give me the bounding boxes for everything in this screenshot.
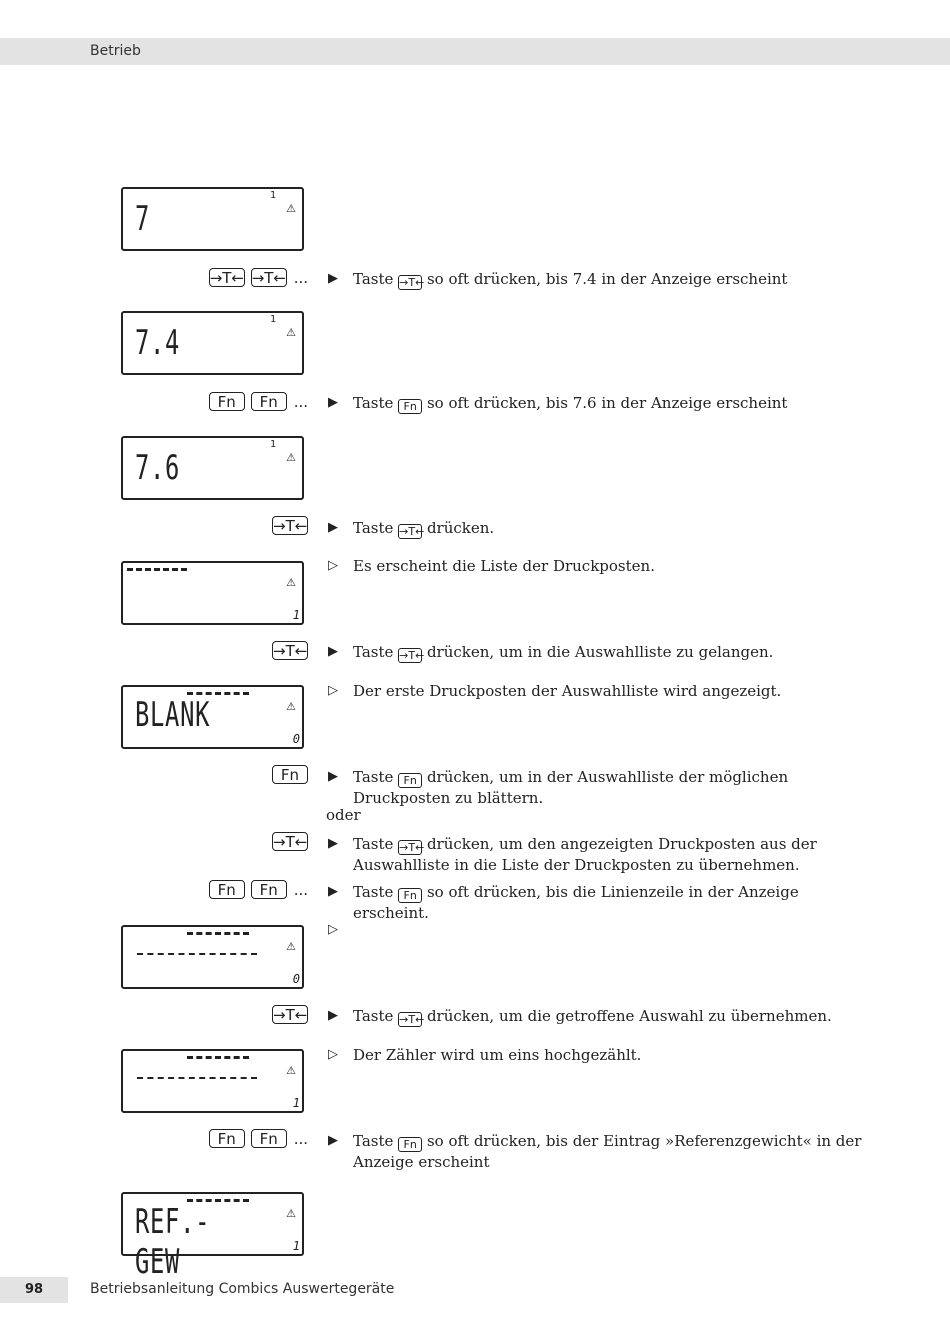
key-sequence-3 — [266, 516, 308, 535]
lcd-main-text: 7.6 — [135, 448, 181, 488]
lcd-display-2: 1 7.4 ⚠ — [121, 311, 304, 375]
lcd-dash-line — [137, 953, 257, 955]
key-sequence-8 — [266, 1005, 308, 1024]
lcd-display-5 — [121, 685, 304, 749]
lcd-display-6 — [121, 925, 304, 989]
fn-key[interactable]: Fn — [251, 880, 287, 899]
step-8: ▶ Taste →T← drücken, um die getroffene Auswahl zu übernehmen. — [328, 1007, 832, 1026]
warning-icon: ⚠ — [286, 1207, 296, 1220]
lcd-counter: 1 — [292, 1096, 300, 1110]
step-5: ▶ Taste Fn drücken, um in der Auswahlliste der möglichen Druckposten zu blättern. — [328, 768, 789, 807]
lcd-main-text: REF.-GEW — [135, 1202, 211, 1282]
fn-key-inline: Fn — [398, 399, 422, 414]
page-number: 98 — [24, 1282, 44, 1297]
step-1: ▶ Taste →T← so oft drücken, bis 7.4 in der Anzeige erscheint — [328, 270, 788, 289]
warning-icon: ⚠ — [286, 940, 296, 953]
lcd-segment-bar — [127, 568, 187, 575]
tare-key[interactable]: →T← — [251, 269, 286, 287]
lcd-counter: 0 — [292, 732, 300, 746]
warning-icon: ⚠ — [286, 451, 296, 464]
step-9: ▶ Taste Fn so oft drücken, bis der Eintrag »Referenzgewicht« in der Anzeige erscheint — [328, 1132, 862, 1171]
fn-key[interactable]: Fn — [209, 880, 245, 899]
step-2: ▶ Taste Fn so oft drücken, bis 7.6 in der Anzeige erscheint — [328, 394, 788, 413]
key-sequence-7: Fn Fn ... — [203, 880, 308, 899]
lcd-main-text: 7.4 — [135, 323, 181, 363]
fn-key[interactable]: Fn — [251, 392, 287, 411]
page-header-title: Betrieb — [90, 43, 141, 59]
fn-key[interactable]: Fn — [272, 765, 308, 784]
footer-doc-title: Betriebsanleitung Combics Auswertegeräte — [90, 1281, 395, 1297]
result-3: ▷ Es erscheint die Liste der Druckposten. — [328, 557, 655, 575]
repeat-dots: ... — [293, 268, 308, 287]
action-bullet: ▶ — [328, 271, 338, 286]
lcd-display-4 — [121, 561, 304, 625]
lcd-counter: 1 — [292, 608, 300, 622]
tare-key[interactable]: →T← — [209, 269, 244, 287]
warning-icon: ⚠ — [286, 326, 296, 339]
key-sequence-4 — [266, 641, 308, 660]
tare-key[interactable]: →T← — [273, 517, 308, 535]
warning-icon: ⚠ — [286, 202, 296, 215]
key-sequence-1 — [203, 268, 308, 287]
step-6: ▶ Taste →T← drücken, um den angezeigten Druckposten aus der Auswahlliste in die Liste der Druckposten zu übernehmen. — [328, 835, 817, 874]
oder-text: oder — [326, 806, 361, 824]
key-sequence-2: Fn Fn ... — [203, 392, 308, 411]
result-4: ▷ Der erste Druckposten der Auswahlliste wird angezeigt. — [328, 682, 782, 700]
lcd-segment-bar — [187, 1056, 249, 1063]
step-3: ▶ Taste →T← drücken. — [328, 519, 495, 538]
fn-key[interactable]: Fn — [251, 1129, 287, 1148]
lcd-small-digit: 1 — [269, 190, 276, 201]
lcd-main-text: BLANK — [135, 695, 211, 735]
warning-icon: ⚠ — [286, 576, 296, 589]
fn-key[interactable]: Fn — [209, 1129, 245, 1148]
key-sequence-5 — [266, 765, 308, 784]
tare-key[interactable]: →T← — [273, 1006, 308, 1024]
lcd-counter: 1 — [292, 1239, 300, 1253]
header-bar — [0, 38, 950, 65]
fn-key[interactable]: Fn — [209, 392, 245, 411]
lcd-display-7 — [121, 1049, 304, 1113]
key-sequence-9: Fn Fn ... — [203, 1129, 308, 1148]
step-4: ▶ Taste →T← drücken, um in die Auswahlliste zu gelangen. — [328, 643, 774, 662]
warning-icon: ⚠ — [286, 1064, 296, 1077]
lcd-counter: 0 — [292, 972, 300, 986]
lcd-display-8 — [121, 1192, 304, 1282]
step-7: ▶ Taste Fn so oft drücken, bis die Linienzeile in der Anzeige erscheint. — [328, 883, 799, 922]
tare-key[interactable]: →T← — [273, 833, 308, 851]
lcd-display-1 — [121, 187, 304, 251]
lcd-display-3: 1 7.6 ⚠ — [121, 436, 304, 500]
tare-key[interactable]: →T← — [273, 642, 308, 660]
warning-icon: ⚠ — [286, 700, 296, 713]
lcd-dash-line — [137, 1077, 257, 1079]
result-8: ▷ Der Zähler wird um eins hochgezählt. — [328, 1046, 642, 1064]
lcd-segment-bar — [187, 932, 249, 939]
key-sequence-6 — [266, 832, 308, 851]
lcd-main-text: 7 — [135, 199, 151, 239]
tare-key-inline: →T← — [399, 276, 425, 289]
